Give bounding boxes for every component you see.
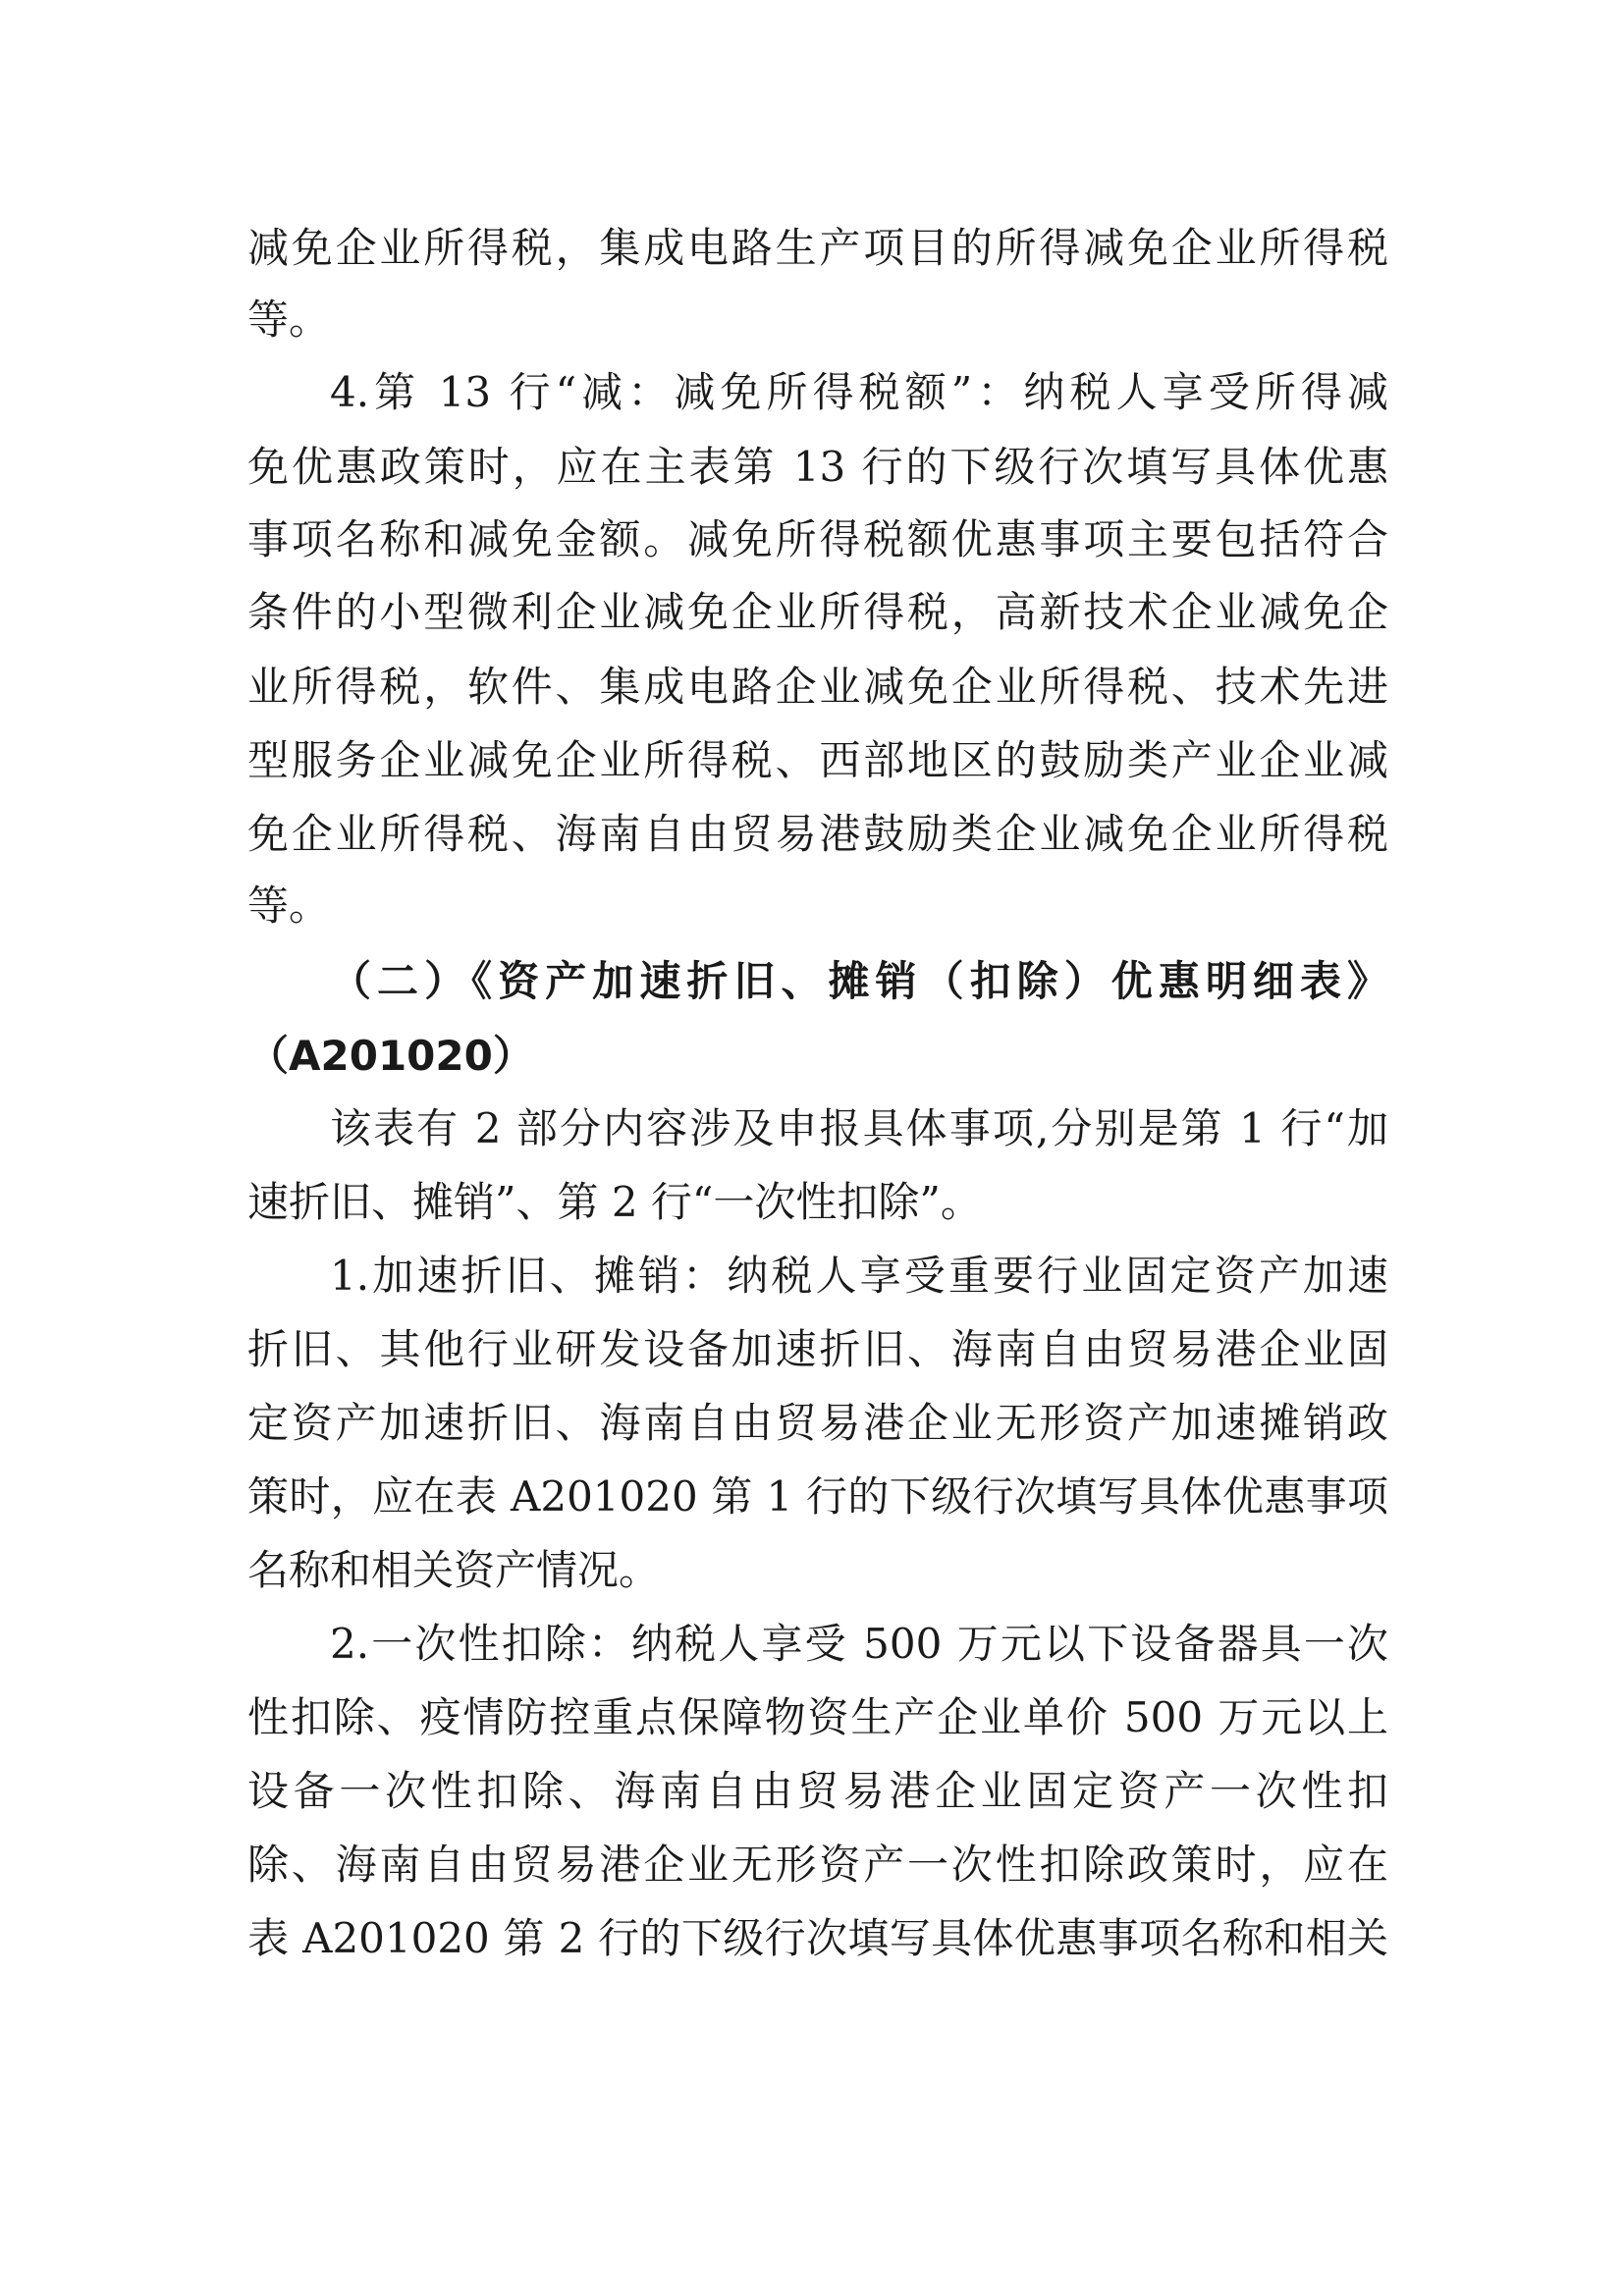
- paragraph-line: 设备一次性扣除、海南自由贸易港企业固定资产一次性扣: [247, 1767, 1388, 1815]
- paragraph-line: 等。: [247, 881, 331, 930]
- paragraph-line: 4.第 13 行“减：减免所得税额”：纳税人享受所得减: [330, 368, 1388, 416]
- paragraph-line: 1.加速折旧、摊销：纳税人享受重要行业固定资产加速: [330, 1252, 1388, 1300]
- paragraph-line: 表 A201020 第 2 行的下级行次填写具体优惠事项名称和相关: [247, 1914, 1388, 1962]
- paragraph-line: 性扣除、疫情防控重点保障物资生产企业单价 500 万元以上: [247, 1693, 1388, 1741]
- paragraph-line: 2.一次性扣除：纳税人享受 500 万元以下设备器具一次: [330, 1620, 1388, 1668]
- paragraph-line: 减免企业所得税，集成电路生产项目的所得减免企业所得税: [247, 224, 1388, 272]
- section-heading: （二）《资产加速折旧、摊销（扣除）优惠明细表》: [330, 957, 1388, 1005]
- paragraph-line: 事项名称和减免金额。减免所得税额优惠事项主要包括符合: [247, 515, 1388, 563]
- paragraph-line: 名称和相关资产情况。: [247, 1546, 661, 1594]
- paragraph-line: 业所得税，软件、集成电路企业减免企业所得税、技术先进: [247, 663, 1388, 711]
- paragraph-line: 折旧、其他行业研发设备加速折旧、海南自由贸易港企业固: [247, 1325, 1388, 1373]
- paragraph-line: 该表有 2 部分内容涉及申报具体事项,分别是第 1 行“加: [330, 1104, 1388, 1152]
- paragraph-line: 条件的小型微利企业减免企业所得税，高新技术企业减免企: [247, 588, 1388, 636]
- paragraph-line: 型服务企业减免企业所得税、西部地区的鼓励类产业企业减: [247, 736, 1388, 784]
- paragraph-line: 免企业所得税、海南自由贸易港鼓励类企业减免企业所得税: [247, 810, 1388, 858]
- paragraph-line: 策时，应在表 A201020 第 1 行的下级行次填写具体优惠事项: [247, 1472, 1388, 1521]
- paragraph-line: 免优惠政策时，应在主表第 13 行的下级行次填写具体优惠: [247, 443, 1388, 491]
- section-heading-code: （A201020）: [247, 1032, 534, 1080]
- paragraph-line: 速折旧、摊销”、第 2 行“一次性扣除”。: [247, 1178, 982, 1226]
- paragraph-line: 除、海南自由贸易港企业无形资产一次性扣除政策时，应在: [247, 1841, 1388, 1889]
- paragraph-line: 等。: [247, 295, 331, 344]
- paragraph-line: 定资产加速折旧、海南自由贸易港企业无形资产加速摊销政: [247, 1399, 1388, 1447]
